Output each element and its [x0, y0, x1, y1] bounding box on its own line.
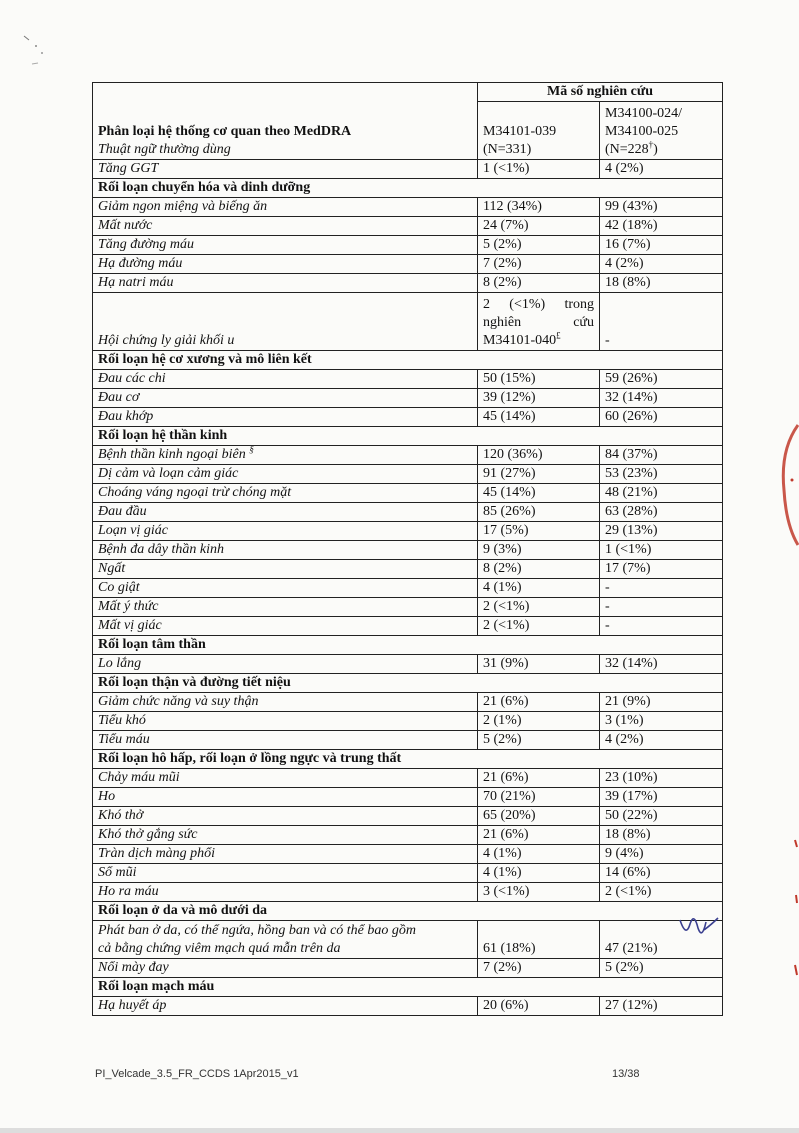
study-code: M34101-040	[483, 333, 557, 348]
term-label	[93, 160, 478, 179]
term-text: Lo lắng	[98, 656, 142, 671]
value-039: 4 (1%)	[478, 845, 600, 864]
value-024-025: 50 (22%)	[600, 807, 723, 826]
pound-footnote-mark: £	[556, 330, 561, 341]
section-footnote-mark: §	[249, 444, 254, 455]
term-text: Mất ý thức	[98, 599, 159, 614]
value-039: 39 (12%)	[478, 389, 600, 408]
study-024-025-n	[605, 141, 717, 159]
value-024-025: 9 (4%)	[600, 845, 723, 864]
term-text: Đau khớp	[98, 409, 154, 424]
term-label	[93, 997, 478, 1016]
term-text: Hạ huyết áp	[98, 998, 167, 1013]
table-row	[93, 864, 723, 883]
value-039: 21 (6%)	[478, 693, 600, 712]
value-024-025: 99 (43%)	[600, 198, 723, 217]
term-label	[93, 446, 478, 465]
value-039: 61 (18%)	[478, 921, 600, 959]
term-label	[93, 274, 478, 293]
study-039-header	[478, 102, 600, 160]
table-row	[93, 617, 723, 636]
table-row	[93, 217, 723, 236]
table-row	[93, 389, 723, 408]
value-039	[478, 293, 600, 351]
term-label-line: cả bằng chứng viêm mạch quá mẫn trên da	[98, 941, 341, 956]
value-024-025: 32 (14%)	[600, 655, 723, 674]
value-024-025: 17 (7%)	[600, 560, 723, 579]
scan-bottom-edge	[0, 1128, 799, 1133]
study-024-code: M34100-024/	[605, 106, 682, 121]
term-text: Co giật	[98, 580, 140, 595]
table-row	[93, 997, 723, 1016]
term-text: Tăng GGT	[98, 161, 159, 176]
term-label	[93, 389, 478, 408]
value-039: 21 (6%)	[478, 769, 600, 788]
n-value: (N=228	[605, 142, 649, 157]
term-label	[93, 712, 478, 731]
header-empty-cell	[93, 83, 478, 102]
term-text: Khó thở gắng sức	[98, 827, 198, 842]
term-label	[93, 484, 478, 503]
value-039: 24 (7%)	[478, 217, 600, 236]
table-row	[93, 579, 723, 598]
value-024-025: 2 (<1%)	[600, 883, 723, 902]
table-row	[93, 712, 723, 731]
soc-term-header	[93, 102, 478, 160]
term-text: Mất nước	[98, 218, 153, 233]
term-text: Giảm ngon miệng và biếng ăn	[98, 199, 268, 214]
value-039: 2 (<1%)	[478, 617, 600, 636]
value-039: 5 (2%)	[478, 731, 600, 750]
table-row	[93, 160, 723, 179]
term-text: Bệnh thần kinh ngoại biên	[98, 447, 246, 462]
n-close-paren: )	[653, 142, 658, 157]
term-label	[93, 655, 478, 674]
value-039: 7 (2%)	[478, 959, 600, 978]
value-039: 7 (2%)	[478, 255, 600, 274]
soc-heading: Rối loạn tâm thần	[93, 636, 723, 655]
table-row	[93, 446, 723, 465]
soc-row	[93, 978, 723, 997]
table-row	[93, 693, 723, 712]
soc-heading: Rối loạn hô hấp, rối loạn ở lồng ngực và trung thất	[93, 750, 723, 769]
value-039: 85 (26%)	[478, 503, 600, 522]
term-text: Tiểu khó	[98, 713, 146, 728]
term-label	[93, 255, 478, 274]
term-label	[93, 579, 478, 598]
value-024-025: 18 (8%)	[600, 274, 723, 293]
soc-heading: Rối loạn mạch máu	[93, 978, 723, 997]
value-039: 65 (20%)	[478, 807, 600, 826]
value-039: 3 (<1%)	[478, 883, 600, 902]
table-row	[93, 198, 723, 217]
table-row	[93, 959, 723, 978]
value-039: 91 (27%)	[478, 465, 600, 484]
table-row	[93, 921, 723, 959]
table-row	[93, 236, 723, 255]
value-024-025: -	[600, 579, 723, 598]
table-row	[93, 731, 723, 750]
soc-title: Phân loại hệ thống cơ quan theo MedDRA	[98, 124, 352, 139]
table-row	[93, 845, 723, 864]
value-039: 70 (21%)	[478, 788, 600, 807]
value-024-025: 42 (18%)	[600, 217, 723, 236]
term-label	[93, 769, 478, 788]
value-039: 8 (2%)	[478, 274, 600, 293]
term-text: Ngất	[98, 561, 126, 576]
table-row	[93, 293, 723, 351]
term-text: Đau cơ	[98, 390, 140, 405]
term-text: Sổ mũi	[98, 865, 137, 880]
header-row-group	[93, 83, 723, 102]
soc-heading: Rối loạn hệ thần kinh	[93, 427, 723, 446]
term-label	[93, 921, 478, 959]
table-body	[93, 83, 723, 1016]
value-024-025: 47 (21%)	[600, 921, 723, 959]
term-label	[93, 560, 478, 579]
value-039: 2 (<1%)	[478, 598, 600, 617]
study-024-025-header	[600, 102, 723, 160]
soc-row	[93, 351, 723, 370]
term-label-line: Phát ban ở da, có thể ngứa, hồng ban và có thể bao gồm	[98, 923, 417, 938]
value-039: 9 (3%)	[478, 541, 600, 560]
value-line: 2 (<1%) trong	[483, 297, 594, 312]
term-label	[93, 807, 478, 826]
table-row	[93, 788, 723, 807]
term-label	[93, 788, 478, 807]
red-stamp-edge	[770, 420, 799, 550]
value-024-025: 21 (9%)	[600, 693, 723, 712]
table-row	[93, 465, 723, 484]
term-text: Hạ natri máu	[98, 275, 174, 290]
value-024-025: 63 (28%)	[600, 503, 723, 522]
value-024-025: 27 (12%)	[600, 997, 723, 1016]
table-row	[93, 370, 723, 389]
term-text: Tăng đường máu	[98, 237, 195, 252]
value-039: 45 (14%)	[478, 484, 600, 503]
term-label	[93, 541, 478, 560]
study-group-header: Mã số nghiên cứu	[478, 83, 723, 102]
term-label	[93, 617, 478, 636]
table-row	[93, 655, 723, 674]
soc-row	[93, 179, 723, 198]
soc-heading: Rối loạn ở da và mô dưới da	[93, 902, 723, 921]
term-text: Đau các chi	[98, 371, 166, 386]
dagger-footnote-mark: †	[648, 139, 654, 150]
soc-row	[93, 674, 723, 693]
scan-speckles	[20, 30, 80, 75]
table-row	[93, 826, 723, 845]
value-039: 50 (15%)	[478, 370, 600, 389]
value-024-025: 4 (2%)	[600, 160, 723, 179]
soc-heading: Rối loạn chuyển hóa và dinh dưỡng	[93, 179, 723, 198]
term-text: Loạn vị giác	[98, 523, 168, 538]
term-label: Hội chứng ly giải khối u	[93, 293, 478, 351]
value-line	[483, 332, 594, 350]
value-024-025: 16 (7%)	[600, 236, 723, 255]
table-row	[93, 598, 723, 617]
term-label	[93, 217, 478, 236]
term-label	[93, 959, 478, 978]
value-039: 120 (36%)	[478, 446, 600, 465]
term-text: Giảm chức năng và suy thận	[98, 694, 259, 709]
value-039: 2 (1%)	[478, 712, 600, 731]
term-text: Tiểu máu	[98, 732, 150, 747]
term-label	[93, 826, 478, 845]
value-039: 45 (14%)	[478, 408, 600, 427]
term-label	[93, 408, 478, 427]
term-text: Mất vị giác	[98, 618, 162, 633]
term-text: Dị cảm và loạn cảm giác	[98, 466, 239, 481]
term-label	[93, 236, 478, 255]
value-024-025: 5 (2%)	[600, 959, 723, 978]
value-024-025: 18 (8%)	[600, 826, 723, 845]
term-text: Ho ra máu	[98, 884, 159, 899]
value-024-025: 32 (14%)	[600, 389, 723, 408]
value-024-025: 59 (26%)	[600, 370, 723, 389]
term-label	[93, 198, 478, 217]
term-label	[93, 864, 478, 883]
soc-row	[93, 750, 723, 769]
term-text: Chảy máu mũi	[98, 770, 180, 785]
term-label	[93, 598, 478, 617]
term-text: Hạ đường máu	[98, 256, 183, 271]
table-row	[93, 883, 723, 902]
term-label	[93, 370, 478, 389]
value-039: 1 (<1%)	[478, 160, 600, 179]
table-row	[93, 503, 723, 522]
term-text: Đau đầu	[98, 504, 147, 519]
term-label	[93, 845, 478, 864]
value-039: 17 (5%)	[478, 522, 600, 541]
value-024-025: 4 (2%)	[600, 731, 723, 750]
value-024-025: 29 (13%)	[600, 522, 723, 541]
value-024-025: 60 (26%)	[600, 408, 723, 427]
header-row-main	[93, 102, 723, 160]
term-text: Ho	[98, 789, 116, 804]
table-row	[93, 484, 723, 503]
term-label	[93, 693, 478, 712]
table-row	[93, 560, 723, 579]
term-label	[93, 883, 478, 902]
value-039: 31 (9%)	[478, 655, 600, 674]
document-id: PI_Velcade_3.5_FR_CCDS 1Apr2015_v1	[95, 1068, 299, 1080]
term-text: Bệnh đa dây thần kinh	[98, 542, 224, 557]
handwritten-initials	[676, 910, 722, 944]
study-039-n: (N=331)	[483, 142, 532, 157]
term-label	[93, 522, 478, 541]
term-title: Thuật ngữ thường dùng	[98, 142, 231, 157]
value-024-025: 4 (2%)	[600, 255, 723, 274]
value-039: 4 (1%)	[478, 579, 600, 598]
value-039: 21 (6%)	[478, 826, 600, 845]
table-row	[93, 274, 723, 293]
value-024-025: 14 (6%)	[600, 864, 723, 883]
term-label	[93, 503, 478, 522]
term-text: Choáng váng ngoại trừ chóng mặt	[98, 485, 292, 500]
value-039: 4 (1%)	[478, 864, 600, 883]
table-row	[93, 807, 723, 826]
term-text: Khó thở	[98, 808, 144, 823]
table-row	[93, 522, 723, 541]
term-label	[93, 731, 478, 750]
red-edge-marks	[785, 835, 799, 985]
adverse-events-table	[92, 82, 723, 1016]
soc-row	[93, 902, 723, 921]
value-039: 8 (2%)	[478, 560, 600, 579]
value-024-025: 48 (21%)	[600, 484, 723, 503]
value-024-025: 53 (23%)	[600, 465, 723, 484]
value-039: 112 (34%)	[478, 198, 600, 217]
value-024-025: 23 (10%)	[600, 769, 723, 788]
table-row	[93, 255, 723, 274]
value-024-025: 3 (1%)	[600, 712, 723, 731]
study-039-code: M34101-039	[483, 124, 557, 139]
value-024-025: -	[600, 598, 723, 617]
value-024-025: 84 (37%)	[600, 446, 723, 465]
soc-heading: Rối loạn thận và đường tiết niệu	[93, 674, 723, 693]
value-024-025: 1 (<1%)	[600, 541, 723, 560]
page-number: 13/38	[612, 1068, 640, 1080]
soc-row	[93, 636, 723, 655]
table-row	[93, 408, 723, 427]
value-039: 5 (2%)	[478, 236, 600, 255]
table-row	[93, 541, 723, 560]
value-line: nghiên cứu	[483, 315, 594, 330]
table-row	[93, 769, 723, 788]
soc-row	[93, 427, 723, 446]
term-text: Tràn dịch màng phổi	[98, 846, 216, 861]
term-text: Nổi mày đay	[98, 960, 169, 975]
value-024-025: 39 (17%)	[600, 788, 723, 807]
value-024-025: -	[600, 293, 723, 351]
value-039: 20 (6%)	[478, 997, 600, 1016]
study-025-code: M34100-025	[605, 124, 679, 139]
term-label	[93, 465, 478, 484]
value-024-025: -	[600, 617, 723, 636]
soc-heading: Rối loạn hệ cơ xương và mô liên kết	[93, 351, 723, 370]
